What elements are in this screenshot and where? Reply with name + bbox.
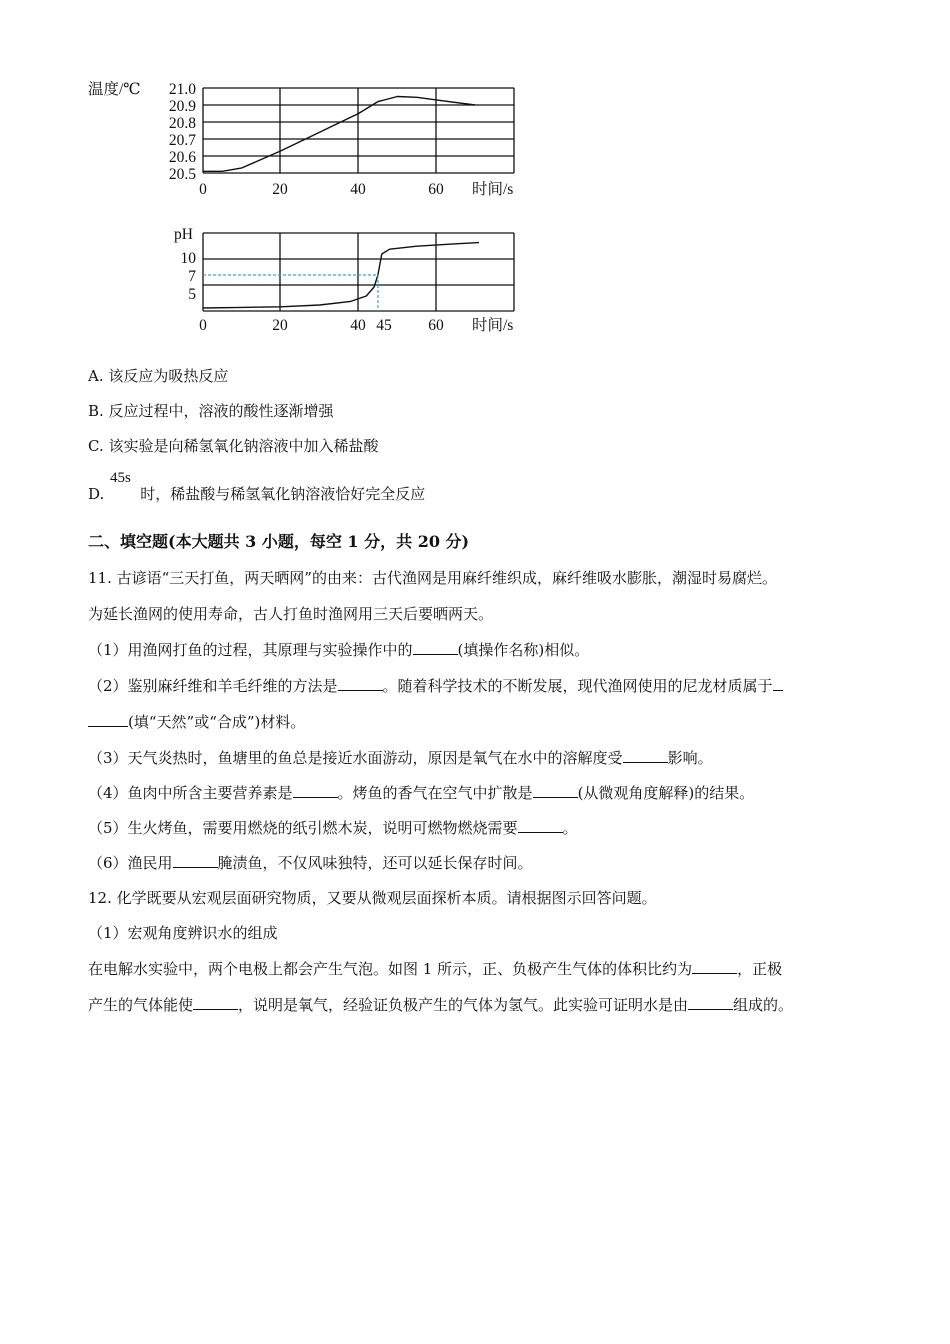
q12-text: 组成的。 [733, 996, 794, 1014]
q11-part2-text: 。随着科学技术的不断发展，现代渔网使用的尼龙材质属于 [382, 677, 773, 695]
q11-part5 [88, 818, 578, 838]
q11-part1-text: (填操作名称)相似。 [457, 641, 590, 659]
q12-text: 产生的气体能使 [88, 996, 194, 1014]
answer-blank[interactable] [193, 995, 238, 1010]
q11-part2-text: （2）鉴别麻纤维和羊毛纤维的方法是 [88, 677, 338, 695]
temp-y-tick: 20.8 [168, 115, 196, 132]
q12-stem: 12. 化学既要从宏观层面研究物质，又要从微观层面探析本质。请根据图示回答问题。 [88, 889, 657, 907]
option-a: A. 该反应为吸热反应 [88, 367, 229, 385]
ph-y-axis-label: pH [174, 226, 193, 243]
option-c: C. 该实验是向稀氢氧化钠溶液中加入稀盐酸 [88, 437, 379, 455]
q11-part6-text: 腌渍鱼，不仅风味独特，还可以延长保存时间。 [217, 854, 533, 872]
ph-y-tick: 7 [188, 268, 196, 285]
temp-x-axis-label: 时间/s [472, 181, 514, 198]
temp-y-tick: 21.0 [168, 81, 196, 98]
q11-part1 [88, 640, 589, 660]
ph-y-tick: 10 [180, 250, 196, 267]
ph-chart-svg [80, 222, 540, 340]
temp-y-tick: 20.7 [168, 132, 196, 149]
q12-text: ，正极 [737, 960, 783, 978]
option-d [88, 484, 425, 504]
option-d-time-label: 45s [110, 470, 131, 486]
answer-blank[interactable] [688, 995, 733, 1010]
q11-part4-text: （4）鱼肉中所含主要营养素是 [88, 784, 293, 802]
q12-sub1: （1）宏观角度辨识水的组成 [88, 924, 278, 942]
temp-x-tick: 20 [272, 181, 288, 198]
q11-part1-text: （1）用渔网打鱼的过程，其原理与实验操作中的 [88, 641, 413, 659]
ph-x-tick: 45 [376, 317, 392, 334]
option-b: B. 反应过程中，溶液的酸性逐渐增强 [88, 402, 334, 420]
answer-blank[interactable] [518, 818, 563, 833]
data-series-line [203, 97, 475, 172]
temp-y-tick: 20.6 [168, 149, 196, 166]
answer-blank[interactable] [773, 676, 783, 691]
answer-blank[interactable] [338, 676, 383, 691]
q11-part5-text: 。 [562, 819, 578, 837]
temp-x-tick: 40 [350, 181, 366, 198]
answer-blank[interactable] [413, 640, 458, 655]
temperature-chart-svg [80, 72, 540, 202]
answer-blank[interactable] [88, 712, 128, 727]
q11-stem-line1: 11. 古谚语“三天打鱼，两天晒网”的由来：古代渔网是用麻纤维织成，麻纤维吸水膨胀，潮湿时易腐烂。 [88, 569, 777, 587]
option-d-prefix: D. [88, 485, 105, 503]
ph-x-tick: 20 [272, 317, 288, 334]
answer-blank[interactable] [293, 783, 338, 798]
answer-blank[interactable] [692, 959, 737, 974]
q11-part4-text: 。烤鱼的香气在空气中扩散是 [337, 784, 533, 802]
temp-y-tick: 20.5 [168, 166, 196, 183]
answer-blank[interactable] [173, 853, 218, 868]
ph-x-tick: 60 [428, 317, 444, 334]
ph-y-tick: 5 [188, 286, 196, 303]
answer-blank[interactable] [533, 783, 578, 798]
q11-part2-text: (填“天然”或“合成”)材料。 [128, 713, 306, 731]
q12-line2 [88, 995, 793, 1015]
ph-chart [80, 222, 540, 340]
q11-part6 [88, 853, 533, 873]
q11-part3 [88, 748, 713, 768]
temp-y-tick: 20.9 [168, 98, 196, 115]
temp-x-tick: 60 [428, 181, 444, 198]
q11-part4 [88, 783, 754, 803]
q12-text: 在电解水实验中，两个电极上都会产生气泡。如图 1 所示，正、负极产生气体的体积比约为 [88, 960, 693, 978]
ph-x-axis-label: 时间/s [472, 317, 514, 334]
section-heading: 二、填空题(本大题共 3 小题，每空 1 分，共 20 分) [88, 532, 470, 551]
q11-part3-text: （3）天气炎热时，鱼塘里的鱼总是接近水面游动，原因是氧气在水中的溶解度受 [88, 749, 623, 767]
option-d-text: 时，稀盐酸与稀氢氧化钠溶液恰好完全反应 [140, 485, 426, 503]
q11-part2-cont [88, 712, 305, 732]
temperature-chart [80, 72, 540, 202]
q12-line1 [88, 959, 782, 979]
temp-y-axis-label: 温度/℃ [88, 81, 141, 98]
ph-x-tick: 40 [350, 317, 366, 334]
q11-part3-text: 影响。 [667, 749, 713, 767]
temp-x-tick: 0 [199, 181, 207, 198]
q11-part5-text: （5）生火烤鱼，需要用燃烧的纸引燃木炭，说明可燃物燃烧需要 [88, 819, 518, 837]
q11-part4-text: (从微观角度解释)的结果。 [577, 784, 755, 802]
q11-stem-line2: 为延长渔网的使用寿命，古人打鱼时渔网用三天后要晒两天。 [88, 605, 494, 623]
ph-x-tick: 0 [199, 317, 207, 334]
q11-part6-text: （6）渔民用 [88, 854, 173, 872]
q12-text: ，说明是氧气，经验证负极产生的气体为氢气。此实验可证明水是由 [238, 996, 689, 1014]
answer-blank[interactable] [623, 748, 668, 763]
q11-part2 [88, 676, 783, 696]
